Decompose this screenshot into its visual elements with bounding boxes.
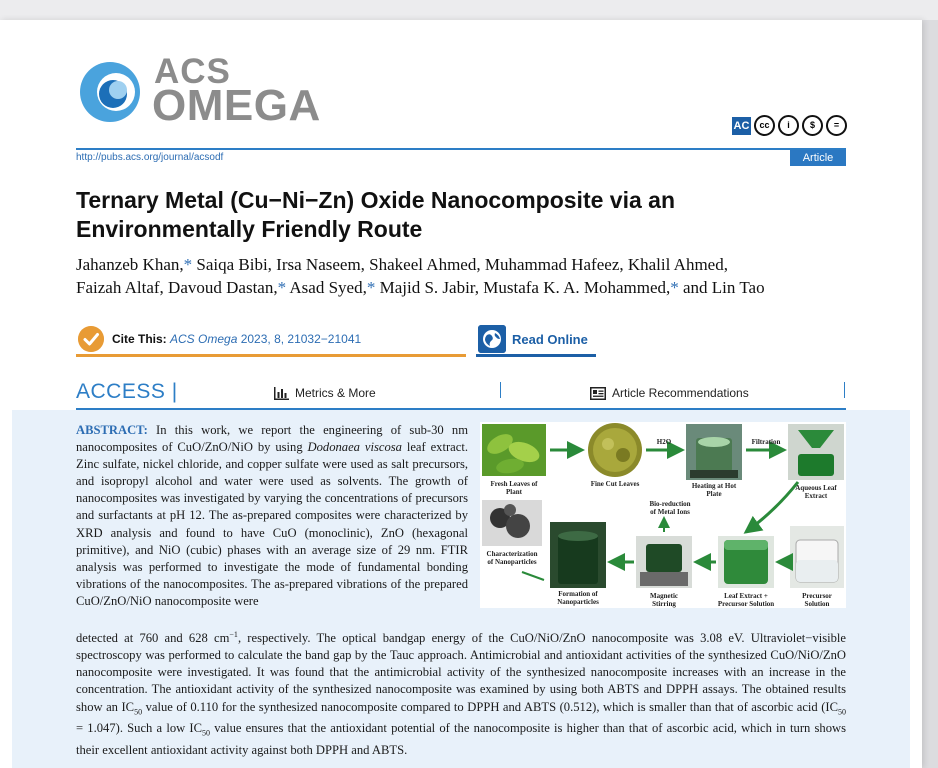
abstract-text: value of 0.110 for the synthesized nanocomposite compared to DPPH and ABTS (0.512), which is smaller than that of ascorbic acid (IC	[142, 699, 838, 714]
document-list-icon	[590, 387, 606, 400]
leaf-extract-precursor-image	[718, 536, 774, 588]
fresh-leaves-image	[482, 424, 546, 476]
graphic-label: Plate	[706, 490, 722, 498]
cite-journal[interactable]: ACS Omega	[170, 332, 238, 346]
abstract-text: In this work, we report the engineering of sub-30 nm nanocomposites of CuO/ZnO/NiO by using	[76, 423, 468, 455]
abstract-text-full	[76, 626, 846, 759]
cite-this-button[interactable]	[76, 322, 466, 357]
access-title	[76, 380, 178, 404]
abstract-text: detected at 760 and 628 cm	[76, 631, 230, 646]
graphic-label: Aqueous Leaf	[795, 484, 837, 492]
subscript: 50	[134, 707, 143, 717]
author-text[interactable]: Saiqa Bibi, Irsa Naseem, Shakeel Ahmed, Muhammad Hafeez, Khalil Ahmed,	[192, 255, 728, 274]
aqueous-extract-image	[788, 424, 844, 480]
graphic-label: of Metal Ions	[650, 508, 690, 516]
corresponding-author-star[interactable]: *	[277, 278, 287, 297]
graphical-abstract[interactable]	[480, 422, 846, 608]
read-online-label: Read Online	[512, 332, 588, 347]
checkmark-icon	[78, 326, 104, 352]
graphic-label: Stirring	[652, 600, 676, 608]
viewer-top-strip	[0, 0, 938, 20]
journal-logo	[78, 36, 338, 130]
abstract-text: value ensures that the antioxidant potential of the nanocomposite is higher than that of ascorbic acid, which in turn shows their excellent antioxidant activity against both DPPH and ABTS.	[76, 721, 846, 757]
journal-url-bar	[76, 148, 846, 168]
author-text[interactable]: Faizah Altaf, Davoud Dastan,	[76, 278, 278, 297]
abstract-text: , respectively. The optical bandgap energy of the CuO/NiO/ZnO nanocomposite was 3.08 eV. Ultraviolet−visible spectroscopy was performed to calculate the band gap by the Tauc approach. Antimicrobial and antioxidant activities of the synthesized CuO/NiO/ZnO nanocomposite were investigated. It was found that the antimicrobial activity of the synthesized nanocomposite increases with an increase in the concentration. The antioxidant activity of the synthesized nanocomposite was examined by using both ABTS and DPPH assays. The obtained results show an IC	[76, 631, 846, 714]
metrics-label: Metrics & More	[295, 386, 376, 400]
by-icon[interactable]: i	[778, 115, 799, 136]
logo-text-acs: ACS	[154, 52, 231, 91]
graphic-label: Precursor	[802, 592, 832, 600]
graphic-label: Heating at Hot	[691, 482, 737, 490]
cite-details[interactable]: 2023, 8, 21032−21041	[237, 332, 362, 346]
bar-chart-icon	[274, 387, 289, 400]
graphic-label: Leaf Extract +	[724, 592, 768, 600]
subscript: 50	[202, 728, 210, 738]
paper-title: Ternary Metal (Cu−Ni−Zn) Oxide Nanocomposite via an Environmentally Friendly Route	[76, 187, 675, 242]
ac-icon[interactable]: AC	[732, 117, 751, 135]
graphic-label: Magnetic	[650, 592, 678, 600]
graphic-label: Bio-reduction	[649, 500, 691, 508]
graphic-label: Plant	[506, 488, 522, 496]
cite-label: Cite This:	[112, 332, 167, 346]
author-line-1	[76, 253, 856, 276]
author-text[interactable]: and Lin Tao	[678, 278, 765, 297]
access-separator	[500, 382, 501, 398]
license-icons	[732, 115, 847, 136]
fine-cut-leaves-image	[588, 423, 642, 477]
metrics-more-button[interactable]	[274, 386, 376, 400]
graphic-label: Precursor Solution	[717, 600, 775, 608]
author-list	[76, 253, 856, 299]
graphic-label: Filtration	[751, 438, 781, 446]
article-type-badge: Article	[790, 150, 846, 166]
cc-icon[interactable]: cc	[754, 115, 775, 136]
graphic-label: Solution	[804, 600, 830, 608]
nanoparticles-image	[550, 522, 606, 588]
magnetic-stirring-image	[636, 536, 692, 588]
abstract-label: ABSTRACT:	[76, 423, 148, 437]
viewer-background	[922, 20, 938, 768]
access-bar	[76, 378, 846, 410]
access-separator	[844, 382, 845, 398]
corresponding-author-star[interactable]: *	[670, 278, 679, 297]
graphic-label: Characterization	[486, 550, 538, 558]
heating-image	[686, 424, 742, 480]
abstract-text: leaf extract. Zinc sulfate, nickel chloride, and copper sulfate were used as salt precursors, and isopropyl alcohol and water were used as solvents. The growth of nanocomposites was investigated by varying the concentrations of precursors and surfactants at pH 12. The as-prepared composites were characterized by XRD analysis and found to have CuO (monoclinic), ZnO (hexagonal primitive), and NiO (cubic) phases with an average size of 29 nm. FTIR analysis was performed to investigate the mode of fundamental bonding vibrations of the nanocomposites. The as-prepared vibrations of the prepared CuO/ZnO/NiO nanocomposite were	[76, 440, 469, 608]
access-divider: |	[171, 380, 178, 403]
nc-icon[interactable]: $	[802, 115, 823, 136]
graphic-label: Extract	[804, 492, 828, 500]
access-title-text: ACCESS	[76, 380, 166, 403]
article-recommendations-button[interactable]	[590, 386, 749, 400]
graphic-label: Nanoparticles	[557, 598, 599, 606]
nd-icon[interactable]: =	[826, 115, 847, 136]
graphic-label: Fine Cut Leaves	[590, 480, 640, 488]
characterization-image	[482, 500, 542, 546]
read-online-button[interactable]	[476, 322, 596, 357]
journal-url-link[interactable]: http://pubs.acs.org/journal/acsodf	[76, 152, 224, 163]
cite-text	[112, 332, 361, 346]
logo-text-omega: OMEGA	[152, 81, 321, 130]
abstract-species: Dodonaea viscosa	[307, 440, 402, 455]
globe-icon	[478, 325, 506, 353]
corresponding-author-star[interactable]: *	[366, 278, 376, 297]
author-text[interactable]: Majid S. Jabir, Mustafa K. A. Mohammed,	[375, 278, 671, 297]
superscript: −1	[229, 630, 238, 639]
abstract-text-column	[76, 422, 468, 610]
graphic-label: H2O	[656, 438, 672, 446]
corresponding-author-star[interactable]: *	[183, 255, 193, 274]
author-text[interactable]: Asad Syed,	[286, 278, 367, 297]
precursor-solution-image	[790, 526, 844, 588]
graphic-label: Fresh Leaves of	[490, 480, 538, 488]
graphic-label: Formation of	[558, 590, 598, 598]
recommendations-label: Article Recommendations	[612, 386, 749, 400]
graphic-label: of Nanoparticles	[487, 558, 537, 566]
acs-omega-logo-icon	[78, 60, 144, 124]
subscript: 50	[838, 707, 846, 717]
author-text[interactable]: Jahanzeb Khan,	[76, 255, 184, 274]
author-line-2	[76, 276, 856, 299]
abstract-text: = 1.047). Such a low IC	[76, 721, 202, 736]
